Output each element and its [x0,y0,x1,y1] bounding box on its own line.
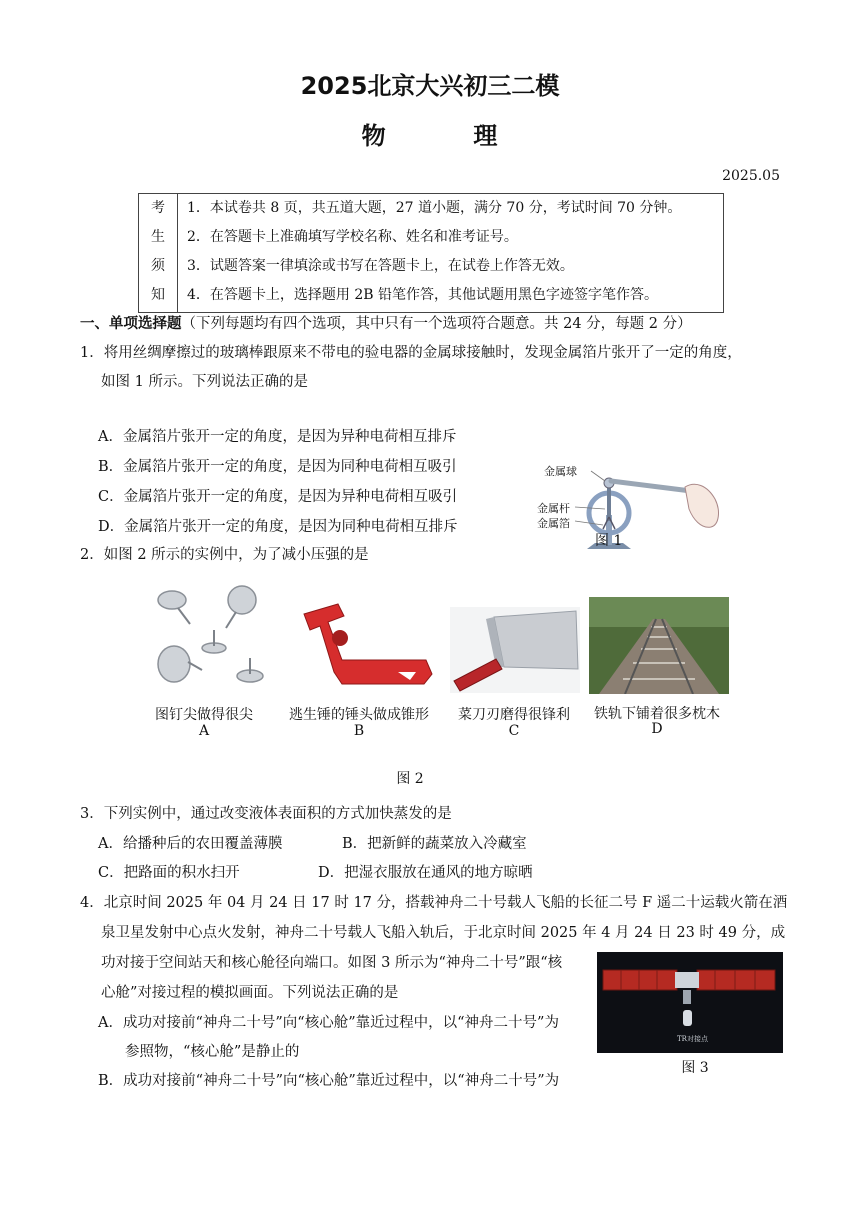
notice-item: 3．试题答案一律填涂或书写在答题卡上，在试卷上作答无效。 [187,258,574,274]
exam-date: 2025.05 [722,168,780,184]
candidate-notice-box [138,193,724,313]
fig1-caption: 图 1 [595,533,623,549]
q1-option-d: D．金属箔片张开一定的角度，是因为同种电荷相互排斥 [98,519,458,535]
fig1-label-ball: 金属球 [544,465,577,478]
q4-stem-line1: 4．北京时间 2025 年 04 月 24 日 17 时 17 分，搭载神舟二十号载人飞船的长征二号 F 遥二十运载火箭在酒 [80,895,788,911]
q1-option-a: A．金属箔片张开一定的角度，是因为异种电荷相互排斥 [98,429,457,445]
q2-desc-b: 逃生锤的锤头做成锥形 [289,707,429,723]
q4-stem-line4: 心舱”对接过程的模拟画面。下列说法正确的是 [101,985,399,1001]
q4-stem-line2: 泉卫星发射中心点火发射，神舟二十号载人飞船入轨后，于北京时间 2025 年 4 月 24 日 23 时 49 分，成 [101,925,786,941]
section-note: （下列每题均有四个选项，其中只有一个选项符合题意。共 24 分，每题 2 分） [181,316,692,332]
q2-desc-d: 铁轨下铺着很多枕木 [594,706,720,722]
figure-3-caption: 图 3 [681,1060,709,1076]
q1-stem-line1: 1．将用丝绸摩擦过的玻璃棒跟原来不带电的验电器的金属球接触时，发现金属箔片张开了一定的角度， [80,345,742,361]
q1-stem-line2: 如图 1 所示。下列说法正确的是 [101,374,308,390]
q3-option-d: D．把湿衣服放在通风的地方晾晒 [318,865,533,881]
fig1-label-foil: 金属箔 [537,517,570,530]
q3-option-c: C．把路面的积水扫开 [98,865,240,881]
q1-option-b: B．金属箔片张开一定的角度，是因为同种电荷相互吸引 [98,459,457,475]
notice-item: 1．本试卷共 8 页，共五道大题，27 道小题，满分 70 分，考试时间 70 分钟。 [187,200,682,216]
notice-items [187,194,681,310]
q2-image-d-railway [589,597,729,694]
section-heading [80,314,692,334]
notice-side-char: 考 [151,200,165,216]
fig1-label-rod: 金属杆 [537,502,570,515]
fig3-inset-text: TR对接点 [677,1035,708,1043]
notice-side-label [139,194,178,312]
q1-option-c: C．金属箔片张开一定的角度，是因为异种电荷相互吸引 [98,489,458,505]
q2-letter-b: B [353,723,365,739]
q4-option-b-line1: B．成功对接前“神舟二十号”向“核心舱”靠近过程中，以“神舟二十号”为 [98,1073,560,1089]
notice-side-char: 生 [151,229,165,245]
notice-side-char: 知 [151,287,165,303]
q2-stem: 2．如图 2 所示的实例中，为了减小压强的是 [80,547,369,563]
figure-2-caption: 图 2 [396,771,424,787]
exam-title: 2025北京大兴初三二模 [300,72,560,100]
q4-stem-line3: 功对接于空间站天和核心舱径向端口。如图 3 所示为“神舟二十号”跟“核 [101,955,563,971]
figure-1-electroscope [535,455,735,555]
q4-option-a-line2: 参照物，“核心舱”是静止的 [125,1044,300,1060]
notice-item: 4．在答题卡上，选择题用 2B 铅笔作答，其他试题用黑色字迹签字笔作答。 [187,287,659,303]
q3-stem: 3．下列实例中，通过改变液体表面积的方式加快蒸发的是 [80,806,452,822]
q4-option-a-line1: A．成功对接前“神舟二十号”向“核心舱”靠近过程中，以“神舟二十号”为 [98,1015,559,1031]
q3-option-b: B．把新鲜的蔬菜放入冷藏室 [342,836,527,852]
q2-desc-c: 菜刀刃磨得很锋利 [458,707,570,723]
section-title: 一、单项选择题 [80,316,182,332]
q2-letter-d: D [651,721,663,737]
subject-char: 物 [361,122,387,150]
figure-3-docking-image [597,952,783,1053]
q2-letter-a: A [198,723,210,739]
notice-side-char: 须 [151,258,165,274]
subject-char: 理 [473,122,499,150]
subject-title [0,116,860,151]
q2-desc-a: 图钉尖做得很尖 [155,707,253,723]
q2-image-c-cleaver [450,607,580,693]
notice-item: 2．在答题卡上准确填写学校名称、姓名和准考证号。 [187,229,518,245]
q2-image-b-escape-hammer [298,600,433,690]
q3-option-a: A．给播种后的农田覆盖薄膜 [98,836,283,852]
q2-letter-c: C [508,723,520,739]
q2-image-a-thumbtacks [150,578,270,690]
